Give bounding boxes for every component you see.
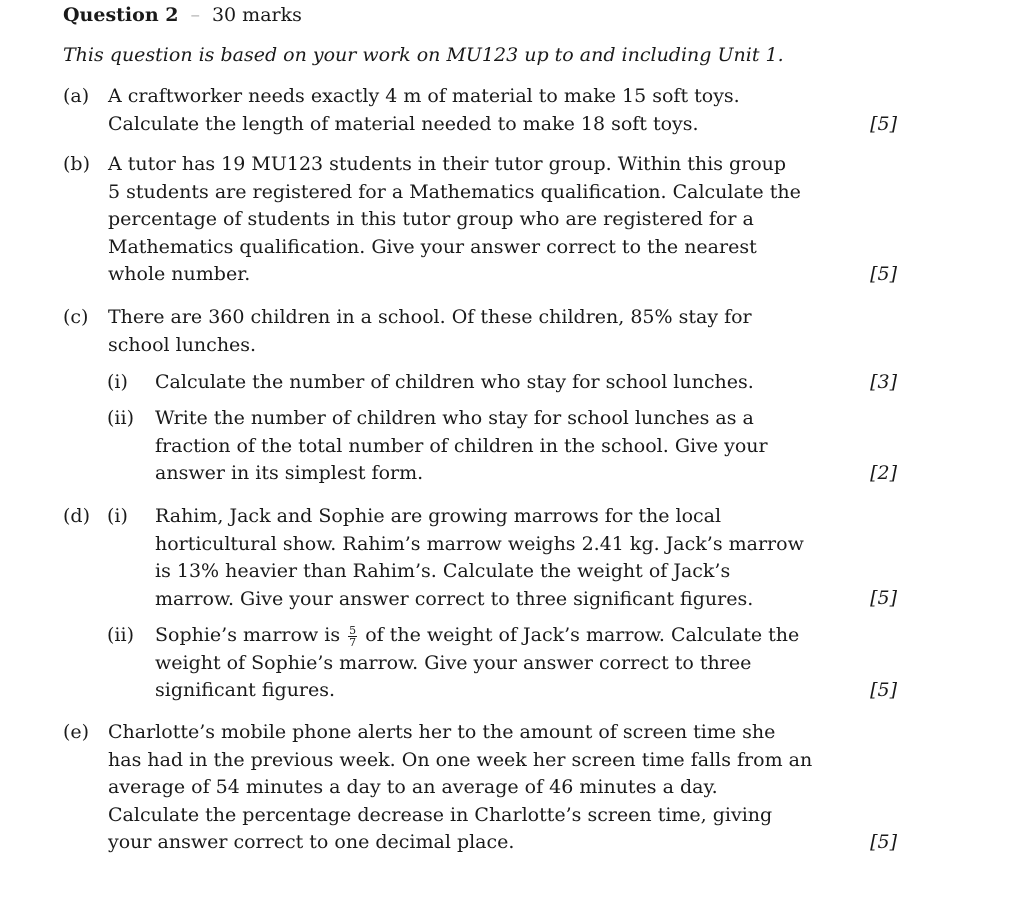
part-c-i-text: [155, 369, 754, 397]
part-e-line: has had in the previous week. On one week her screen time falls from an: [108, 748, 813, 771]
part-d-ii-line: weight of Sophie’s marrow. Give your answer correct to three: [155, 651, 752, 674]
part-c-line: school lunches.: [108, 333, 257, 356]
part-c-i-label: (i): [107, 371, 128, 393]
part-b-line: percentage of students in this tutor group who are registered for a: [108, 208, 754, 230]
part-b-text: [108, 151, 801, 289]
question-number: Question 2: [63, 4, 179, 26]
part-a-mark: [5]: [870, 113, 897, 135]
part-a-label: (a): [63, 85, 90, 107]
part-d-i-line: horticultural show. Rahim’s marrow weighs 2.41 kg. Jack’s marrow: [155, 532, 804, 555]
part-c-i-line: Calculate the number of children who stay for school lunches.: [155, 371, 754, 393]
part-e-line: your answer correct to one decimal place.: [108, 831, 515, 853]
part-c-line: There are 360 children in a school. Of these children, 85% stay for: [108, 306, 752, 328]
part-c-ii-line: answer in its simplest form.: [155, 462, 424, 484]
part-b-line: Mathematics qualification. Give your answer correct to the nearest: [108, 235, 757, 258]
part-d-i-line: is 13% heavier than Rahim’s. Calculate the weight of Jack’s: [155, 560, 731, 582]
part-a-text: [108, 83, 740, 138]
part-e-mark: [5]: [870, 831, 897, 853]
part-d-ii-line1-before: Sophie’s marrow is: [155, 624, 341, 646]
part-c-ii-line: Write the number of children who stay for school lunches as a: [155, 407, 754, 429]
part-b-line: A tutor has 19 MU123 students in their tutor group. Within this group: [108, 153, 787, 175]
part-e-label: (e): [63, 721, 90, 743]
part-d-i-line: Rahim, Jack and Sophie are growing marrows for the local: [155, 505, 722, 527]
part-b-label: (b): [63, 153, 90, 175]
fraction-numerator: 5: [349, 623, 357, 637]
part-c-ii-line: fraction of the total number of children in the school. Give your: [155, 434, 768, 457]
part-a-line: A craftworker needs exactly 4 m of material to make 15 soft toys.: [108, 85, 740, 107]
fraction-five-sevenths: [348, 625, 357, 648]
part-d-i-label: (i): [107, 505, 128, 527]
question-header: [63, 2, 302, 28]
question-total-marks: 30 marks: [211, 4, 302, 26]
part-e-line: Charlotte’s mobile phone alerts her to the amount of screen time she: [108, 721, 776, 743]
part-e-line: Calculate the percentage decrease in Charlotte’s screen time, giving: [108, 803, 773, 826]
part-c-i-mark: [3]: [870, 371, 897, 393]
part-d-i-text: [155, 503, 804, 613]
part-d-ii-text: [155, 622, 799, 705]
part-d-ii-mark: [5]: [870, 679, 897, 701]
part-d-ii-label: (ii): [107, 624, 134, 646]
part-c-ii-mark: [2]: [870, 462, 897, 484]
part-c-text: [108, 304, 752, 359]
part-c-ii-label: (ii): [107, 407, 134, 429]
part-b-mark: [5]: [870, 263, 897, 285]
part-d-ii-first-line: [155, 622, 799, 650]
part-c-ii-text: [155, 405, 768, 488]
part-e-line: average of 54 minutes a day to an average of 46 minutes a day.: [108, 776, 718, 798]
fraction-denominator: 7: [349, 635, 357, 649]
part-d-label: (d): [63, 505, 90, 527]
part-a-line: Calculate the length of material needed to make 18 soft toys.: [108, 112, 699, 135]
part-d-ii-line: significant figures.: [155, 679, 336, 701]
part-d-ii-line1-after: of the weight of Jack’s marrow. Calculate the: [365, 624, 800, 646]
part-e-text: [108, 719, 812, 857]
part-b-line: whole number.: [108, 263, 251, 285]
part-d-i-mark: [5]: [870, 587, 897, 609]
question-intro: This question is based on your work on MU123 up to and including Unit 1.: [63, 44, 784, 66]
part-d-i-line: marrow. Give your answer correct to three significant figures.: [155, 587, 754, 610]
part-b-line: 5 students are registered for a Mathematics qualification. Calculate the: [108, 180, 801, 203]
part-c-label: (c): [63, 306, 89, 328]
header-separator: –: [190, 4, 200, 26]
